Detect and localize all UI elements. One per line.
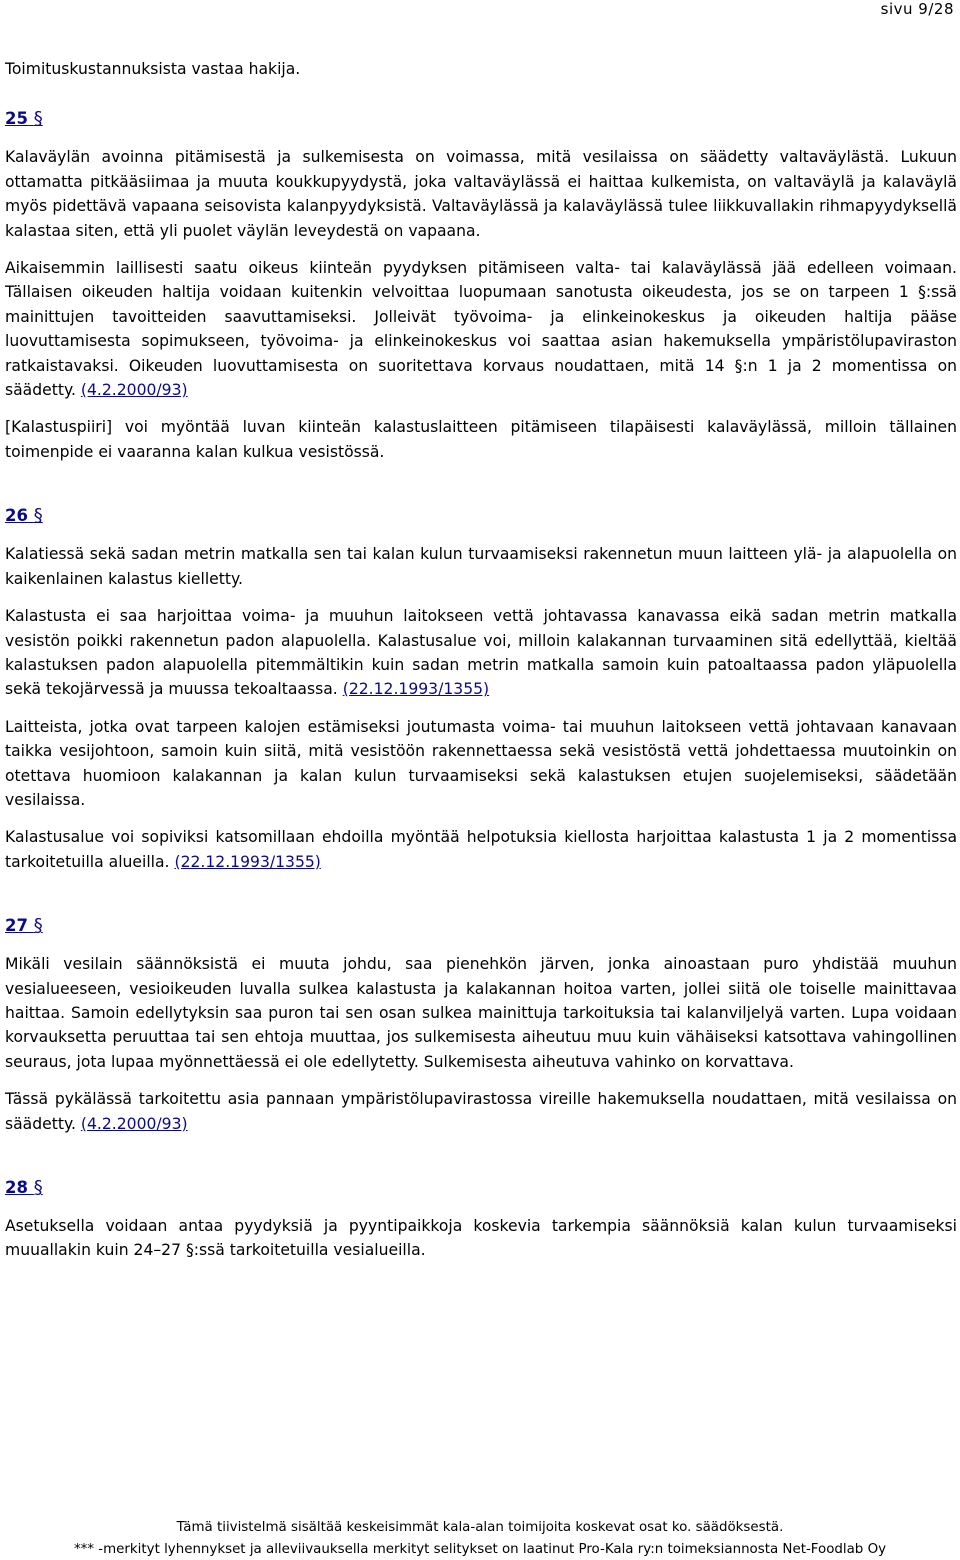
- amendment-reference-link[interactable]: (22.12.1993/1355): [175, 853, 321, 871]
- section-27: [5, 914, 957, 1136]
- section-28: [5, 1176, 957, 1263]
- paragraph-text: Tässä pykälässä tarkoitettu asia pannaan ympäristölupavirastossa vireille hakemuksella noudattaen, mitä vesilaissa on säädetty.: [5, 1090, 957, 1132]
- paragraph: [5, 604, 957, 702]
- footer-line: *** -merkityt lyhennykset ja alleviivauksella merkityt selitykset on laatinut Pro-Kala ry:n toimeksiannosta Net-Foodlab Oy: [0, 1539, 960, 1560]
- section-link[interactable]: 27 §: [5, 916, 43, 935]
- section-heading: [5, 914, 957, 938]
- paragraph: [5, 1087, 957, 1136]
- section-link[interactable]: 26 §: [5, 506, 43, 525]
- amendment-reference-link[interactable]: (4.2.2000/93): [81, 1115, 188, 1133]
- section-25: [5, 107, 957, 464]
- paragraph: Kalatiessä sekä sadan metrin matkalla sen tai kalan kulun turvaamiseksi rakennetun muun laitteen ylä- ja alapuolella on kaikenlainen kalastus kielletty.: [5, 542, 957, 591]
- document-body: [5, 57, 957, 1276]
- paragraph-text: Aikaisemmin laillisesti saatu oikeus kiinteän pyydyksen pitämiseen valta- tai kalaväylässä jää edelleen voimaan. Tällaisen oikeuden haltija voidaan kuitenkin velvoittaa luopumaan sanotusta oikeudesta, jos se on tarpeen 1 §:ssä mainittujen tavoitteiden saavuttamiseksi. Jolleivät työvoima- ja elinkeinokeskus ja oikeuden haltija pääse luovuttamisesta sopimukseen, työvoima- ja elinkeinokeskus voi saattaa asian hakemuksella ympäristölupaviraston ratkaistavaksi. Oikeuden luovuttamisesta on suoritettava korvaus noudattaen, mitä 14 §:n 1 ja 2 momentissa on säädetty.: [5, 259, 957, 399]
- page-number: sivu 9/28: [881, 0, 954, 18]
- amendment-reference-link[interactable]: (4.2.2000/93): [81, 381, 188, 399]
- page-footer: [0, 1517, 960, 1560]
- amendment-reference-link[interactable]: (22.12.1993/1355): [343, 680, 489, 698]
- footer-line: Tämä tiivistelmä sisältää keskeisimmät kala-alan toimijoita koskevat osat ko. säädöksestä.: [0, 1517, 960, 1539]
- paragraph: Kalaväylän avoinna pitämisestä ja sulkemisesta on voimassa, mitä vesilaissa on säädetty valtaväylästä. Lukuun ottamatta pitkääsiimaa ja muuta koukkupyydystä, joka valtaväylässä ei haittaa kulkemista, on valtaväylä ja kalaväylä myös pidettävä vapaana seisovista kalanpyydyksistä. Valtaväylässä ja kalaväylässä tulee liikkuvallakin rihmapyydyksellä kalastaa siten, että yli puolet väylän leveydestä on vapaana.: [5, 145, 957, 243]
- section-link[interactable]: 28 §: [5, 1178, 43, 1197]
- paragraph-text: Kalastusalue voi sopiviksi katsomillaan ehdoilla myöntää helpotuksia kiellosta harjoittaa kalastusta 1 ja 2 momentissa tarkoitetuilla alueilla.: [5, 828, 957, 870]
- section-heading: [5, 504, 957, 528]
- paragraph-text: Kalastusta ei saa harjoittaa voima- ja muuhun laitokseen vettä johtavassa kanavassa eikä sadan metrin matkalla vesistön poikki rakennetun padon alapuolella. Kalastusalue voi, milloin kalakannan turvaaminen sitä edellyttää, kieltää kalastuksen padon alapuolella pitemmältikin kuin sadan metrin matkalla samoin kuin patoaltaassa padon yläpuolella sekä tekojärvessä ja muussa tekoaltaassa.: [5, 607, 957, 698]
- section-link[interactable]: 25 §: [5, 109, 43, 128]
- intro-paragraph: Toimituskustannuksista vastaa hakija.: [5, 57, 957, 81]
- paragraph: Asetuksella voidaan antaa pyydyksiä ja pyyntipaikkoja koskevia tarkempia säännöksiä kalan kulun turvaamiseksi muuallakin kuin 24–27 §:ssä tarkoitetuilla vesialueilla.: [5, 1214, 957, 1263]
- paragraph: Mikäli vesilain säännöksistä ei muuta johdu, saa pienehkön järven, jonka ainoastaan puro yhdistää muuhun vesialueeseen, vesioikeuden luvalla sulkea kalastusta ja kalakannan hoitoa varten, jollei siitä ole toiselle mainittavaa haittaa. Samoin edellytyksin saa puron tai sen osan sulkea mainittuja tarkoituksia tai kalanviljelyä varten. Lupa voidaan korvauksetta peruuttaa tai sen ehtoja muuttaa, jos sulkemisesta aiheutuu muu kuin vähäiseksi katsottava vahingollinen seuraus, jota lupaa myönnettäessä ei ole edellytetty. Sulkemisesta aiheutuva vahinko on korvattava.: [5, 952, 957, 1074]
- paragraph: [5, 825, 957, 874]
- section-heading: [5, 107, 957, 131]
- paragraph: Laitteista, jotka ovat tarpeen kalojen estämiseksi joutumasta voima- tai muuhun laitokseen vettä johtavaan kanavaan taikka vesijohtoon, samoin kuin siitä, mitä vesistöön rakennettaessa sekä vesistöstä vettä johdettaessa muutoinkin on otettava huomioon kalakannan ja kalan kulun turvaamiseksi sekä kalastuksen etujen suojelemiseksi, säädetään vesilaissa.: [5, 715, 957, 813]
- section-heading: [5, 1176, 957, 1200]
- section-26: [5, 504, 957, 874]
- paragraph: [Kalastuspiiri] voi myöntää luvan kiinteän kalastuslaitteen pitämiseen tilapäisesti kalaväylässä, milloin tällainen toimenpide ei vaaranna kalan kulkua vesistössä.: [5, 415, 957, 464]
- paragraph: [5, 256, 957, 402]
